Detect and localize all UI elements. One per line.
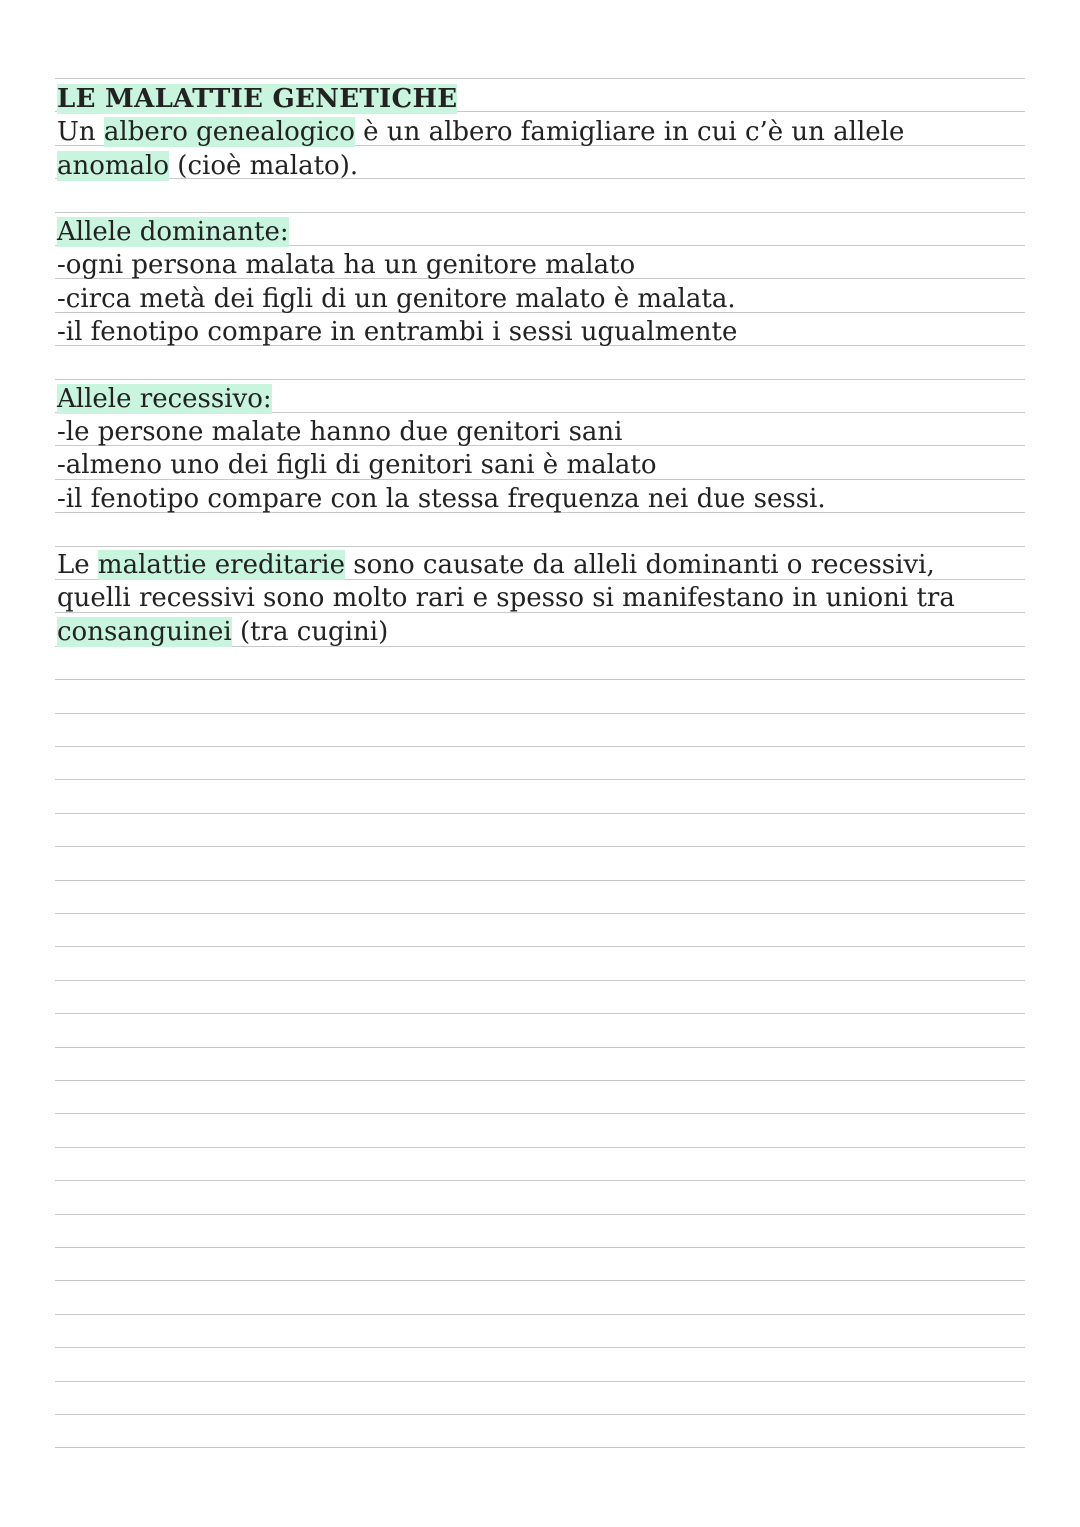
recessive-item: -le persone malate hanno due genitori sani <box>57 416 623 447</box>
ruled-line <box>55 980 1025 981</box>
highlight-consanguinei: consanguinei <box>57 616 232 647</box>
hereditary-text: Le <box>57 550 98 581</box>
intro-line-2 <box>57 150 1017 183</box>
recessive-item: -il fenotipo compare con la stessa frequenza nei due sessi. <box>57 483 826 514</box>
blank-line <box>57 516 1017 549</box>
ruled-line <box>55 713 1025 714</box>
ruled-line <box>55 880 1025 881</box>
ruled-line <box>55 913 1025 914</box>
ruled-line <box>55 1047 1025 1048</box>
page-title: LE MALATTIE GENETICHE <box>57 84 458 114</box>
ruled-line <box>55 1381 1025 1382</box>
recessive-item: -almeno uno dei figli di genitori sani è malato <box>57 450 657 481</box>
hereditary-line-3 <box>57 616 1017 649</box>
ruled-line <box>55 946 1025 947</box>
ruled-line <box>55 846 1025 847</box>
highlight-albero-genealogico: albero genealogico <box>103 117 355 148</box>
dominant-item: -circa metà dei figli di un genitore malato è malata. <box>57 283 736 314</box>
ruled-line <box>55 779 1025 780</box>
highlight-anomalo: anomalo <box>57 150 170 181</box>
ruled-line <box>55 746 1025 747</box>
dominant-heading: Allele dominante: <box>57 217 289 248</box>
ruled-line <box>55 1080 1025 1081</box>
title-line <box>57 83 1017 116</box>
hereditary-line-1 <box>57 549 1017 582</box>
ruled-line <box>55 1147 1025 1148</box>
highlight-malattie-ereditarie: malattie ereditarie <box>97 550 345 581</box>
notes-body <box>57 83 1017 649</box>
intro-text: (cioè malato). <box>169 150 359 181</box>
ruled-line <box>55 78 1025 79</box>
ruled-line <box>55 1347 1025 1348</box>
ruled-line <box>55 1414 1025 1415</box>
ruled-line <box>55 1280 1025 1281</box>
dominant-heading-line <box>57 216 1017 249</box>
ruled-line <box>55 1247 1025 1248</box>
recessive-heading: Allele recessivo: <box>57 383 272 414</box>
blank-line <box>57 183 1017 216</box>
blank-line <box>57 349 1017 382</box>
intro-text: è un albero famigliare in cui c’è un allele <box>354 117 905 148</box>
ruled-line <box>55 1214 1025 1215</box>
ruled-line <box>55 1113 1025 1114</box>
hereditary-text: (tra cugini) <box>231 616 389 647</box>
hereditary-line-2: quelli recessivi sono molto rari e spesso si manifestano in unioni tra <box>57 583 955 614</box>
dominant-item: -ogni persona malata ha un genitore malato <box>57 250 636 281</box>
ruled-line <box>55 679 1025 680</box>
dominant-item: -il fenotipo compare in entrambi i sessi ugualmente <box>57 317 738 348</box>
recessive-heading-line <box>57 383 1017 416</box>
ruled-line <box>55 1447 1025 1448</box>
ruled-line <box>55 1314 1025 1315</box>
ruled-line <box>55 813 1025 814</box>
ruled-line <box>55 1180 1025 1181</box>
intro-text: Un <box>57 117 104 148</box>
ruled-line <box>55 1013 1025 1014</box>
intro-line-1 <box>57 116 1017 149</box>
hereditary-text: sono causate da alleli dominanti o recessivi, <box>345 550 935 581</box>
